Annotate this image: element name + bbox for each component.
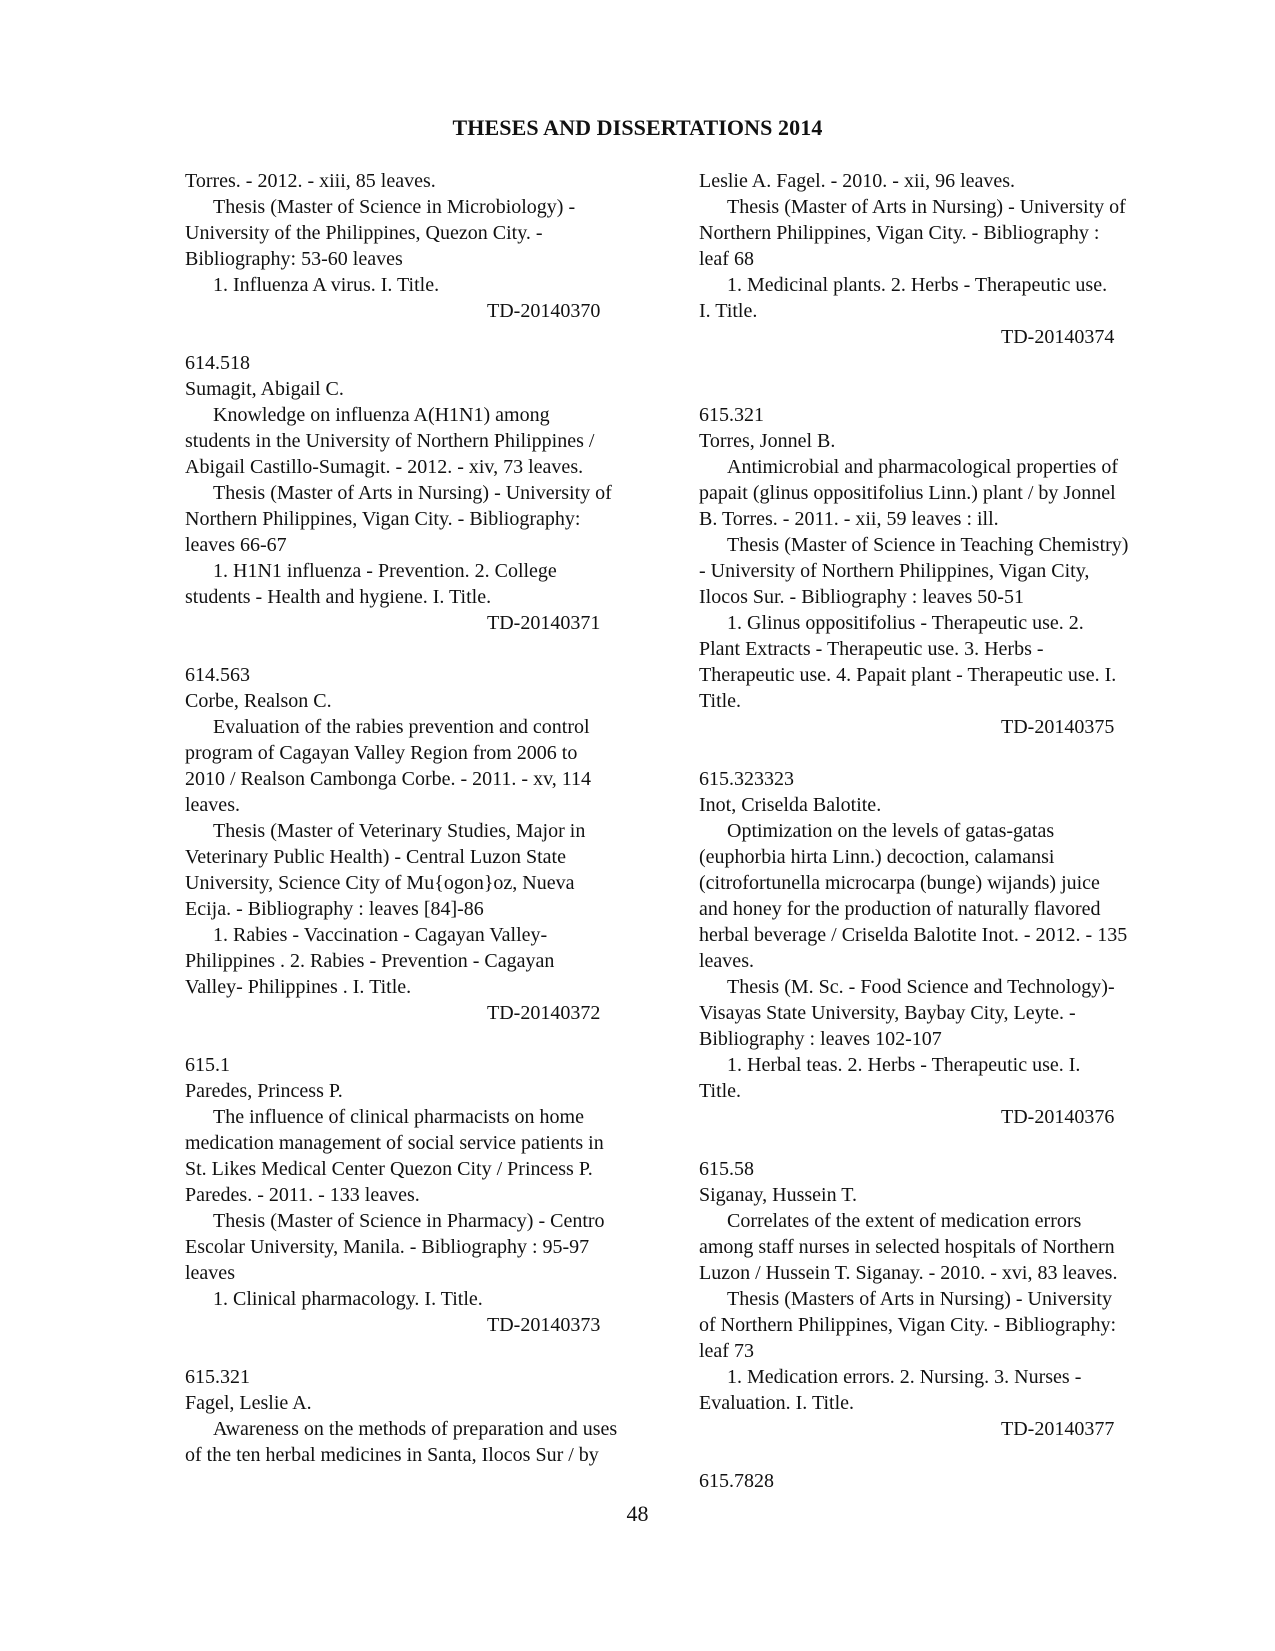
call-number: 615.58	[699, 1158, 754, 1180]
record-number: TD-20140375	[1001, 716, 1115, 738]
text-line: Thesis (Master of Veterinary Studies, Major in	[213, 820, 586, 842]
text-line: University of the Philippines, Quezon City. -	[185, 222, 543, 244]
text-line: program of Cagayan Valley Region from 2006 to	[185, 742, 578, 764]
text-line: Paredes. - 2011. - 133 leaves.	[185, 1184, 420, 1206]
text-line: Therapeutic use. 4. Papait plant - Therapeutic use. I.	[699, 664, 1117, 686]
text-line: leaves.	[185, 794, 240, 816]
record-number: TD-20140377	[1001, 1418, 1115, 1440]
text-line: leaf 73	[699, 1340, 754, 1362]
text-line: Valley- Philippines . I. Title.	[185, 976, 412, 998]
author-heading: Siganay, Hussein T.	[699, 1184, 857, 1206]
text-line: Awareness on the methods of preparation and uses	[213, 1418, 618, 1440]
text-line: Knowledge on influenza A(H1N1) among	[213, 404, 550, 426]
text-line: Abigail Castillo-Sumagit. - 2012. - xiv, 73 leaves.	[185, 456, 584, 478]
record-number: TD-20140374	[1001, 326, 1115, 348]
blank-line	[699, 350, 1189, 376]
text-line: Title.	[699, 1080, 742, 1102]
right-column	[699, 168, 1189, 1494]
text-line: leaves.	[699, 950, 754, 972]
text-line: 1. Medication errors. 2. Nursing. 3. Nurses -	[727, 1366, 1082, 1388]
text-line: St. Likes Medical Center Quezon City / Princess P.	[185, 1158, 593, 1180]
text-line: leaf 68	[699, 248, 754, 270]
text-line: Thesis (Master of Arts in Nursing) - University of	[213, 482, 612, 504]
blank-line	[185, 1026, 670, 1052]
text-line: 1. Glinus oppositifolius - Therapeutic use. 2.	[727, 612, 1084, 634]
text-line: The influence of clinical pharmacists on home	[213, 1106, 584, 1128]
text-line: among staff nurses in selected hospitals of Northern	[699, 1236, 1115, 1258]
text-line: 1. H1N1 influenza - Prevention. 2. College	[213, 560, 557, 582]
blank-line	[185, 324, 670, 350]
text-line: Antimicrobial and pharmacological properties of	[727, 456, 1118, 478]
text-line: (citrofortunella microcarpa (bunge) wijands) juice	[699, 872, 1100, 894]
left-column	[185, 168, 670, 1468]
call-number: 614.563	[185, 664, 250, 686]
text-line: Northern Philippines, Vigan City. - Bibliography:	[185, 508, 581, 530]
call-number: 614.518	[185, 352, 250, 374]
text-line: Visayas State University, Baybay City, Leyte. -	[699, 1002, 1076, 1024]
text-line: Ecija. - Bibliography : leaves [84]-86	[185, 898, 484, 920]
page-number: 48	[626, 1501, 649, 1526]
call-number: 615.321	[185, 1366, 250, 1388]
text-line: Thesis (Master of Science in Pharmacy) - Centro	[213, 1210, 605, 1232]
text-line: Title.	[699, 690, 742, 712]
blank-line	[699, 1442, 1189, 1468]
text-line: Evaluation. I. Title.	[699, 1392, 854, 1414]
text-line: Leslie A. Fagel. - 2010. - xii, 96 leaves.	[699, 170, 1016, 192]
text-line: 2010 / Realson Cambonga Corbe. - 2011. - xv, 114	[185, 768, 592, 790]
text-line: Thesis (Masters of Arts in Nursing) - University	[727, 1288, 1112, 1310]
text-line: Thesis (Master of Science in Teaching Chemistry)	[727, 534, 1129, 556]
text-line: 1. Herbal teas. 2. Herbs - Therapeutic use. I.	[727, 1054, 1081, 1076]
text-line: B. Torres. - 2011. - xii, 59 leaves : ill.	[699, 508, 999, 530]
text-line: 1. Rabies - Vaccination - Cagayan Valley-	[213, 924, 548, 946]
record-number: TD-20140373	[487, 1314, 601, 1336]
text-line: students - Health and hygiene. I. Title.	[185, 586, 492, 608]
text-line: of Northern Philippines, Vigan City. - Bibliography:	[699, 1314, 1117, 1336]
blank-line	[699, 376, 1189, 402]
text-line: Torres. - 2012. - xiii, 85 leaves.	[185, 170, 436, 192]
text-line: leaves	[185, 1262, 235, 1284]
blank-line	[185, 1338, 670, 1364]
text-line: students in the University of Northern Philippines /	[185, 430, 595, 452]
text-line: of the ten herbal medicines in Santa, Ilocos Sur / by	[185, 1444, 599, 1466]
text-line: Correlates of the extent of medication errors	[727, 1210, 1082, 1232]
text-line: Escolar University, Manila. - Bibliography : 95-97	[185, 1236, 590, 1258]
call-number: 615.7828	[699, 1470, 774, 1492]
text-line: medication management of social service patients in	[185, 1132, 604, 1154]
text-line: (euphorbia hirta Linn.) decoction, calamansi	[699, 846, 1055, 868]
record-number: TD-20140372	[487, 1002, 601, 1024]
blank-line	[699, 1130, 1189, 1156]
text-line: 1. Medicinal plants. 2. Herbs - Therapeutic use.	[727, 274, 1108, 296]
text-line: - University of Northern Philippines, Vigan City,	[699, 560, 1090, 582]
record-number: TD-20140371	[487, 612, 601, 634]
text-line: Bibliography: 53-60 leaves	[185, 248, 403, 270]
text-line: Veterinary Public Health) - Central Luzon State	[185, 846, 566, 868]
record-number: TD-20140370	[487, 300, 601, 322]
text-line: Bibliography : leaves 102-107	[699, 1028, 942, 1050]
call-number: 615.321	[699, 404, 764, 426]
author-heading: Sumagit, Abigail C.	[185, 378, 344, 400]
text-line: 1. Influenza A virus. I. Title.	[213, 274, 440, 296]
text-line: Philippines . 2. Rabies - Prevention - Cagayan	[185, 950, 555, 972]
blank-line	[185, 636, 670, 662]
author-heading: Torres, Jonnel B.	[699, 430, 836, 452]
text-line: Plant Extracts - Therapeutic use. 3. Herbs -	[699, 638, 1044, 660]
text-line: I. Title.	[699, 300, 758, 322]
text-line: Optimization on the levels of gatas-gatas	[727, 820, 1055, 842]
text-line: Thesis (M. Sc. - Food Science and Technology)-	[727, 976, 1115, 998]
call-number: 615.1	[185, 1054, 230, 1076]
text-line: Evaluation of the rabies prevention and control	[213, 716, 590, 738]
text-line: and honey for the production of naturally flavored	[699, 898, 1101, 920]
blank-line	[699, 740, 1189, 766]
call-number: 615.323323	[699, 768, 794, 790]
text-line: leaves 66-67	[185, 534, 287, 556]
record-number: TD-20140376	[1001, 1106, 1115, 1128]
text-line: herbal beverage / Criselda Balotite Inot. - 2012. - 135	[699, 924, 1128, 946]
text-line: University, Science City of Mu{ogon}oz, Nueva	[185, 872, 575, 894]
page-title: THESES AND DISSERTATIONS 2014	[452, 115, 823, 140]
text-line: Ilocos Sur. - Bibliography : leaves 50-51	[699, 586, 1024, 608]
author-heading: Paredes, Princess P.	[185, 1080, 343, 1102]
text-line: Thesis (Master of Arts in Nursing) - University of	[727, 196, 1126, 218]
author-heading: Fagel, Leslie A.	[185, 1392, 312, 1414]
text-line: papait (glinus oppositifolius Linn.) plant / by Jonnel	[699, 482, 1116, 504]
text-line: Thesis (Master of Science in Microbiology) -	[213, 196, 576, 218]
author-heading: Corbe, Realson C.	[185, 690, 332, 712]
text-line: 1. Clinical pharmacology. I. Title.	[213, 1288, 483, 1310]
author-heading: Inot, Criselda Balotite.	[699, 794, 882, 816]
text-line: Luzon / Hussein T. Siganay. - 2010. - xvi, 83 leaves.	[699, 1262, 1118, 1284]
text-line: Northern Philippines, Vigan City. - Bibliography :	[699, 222, 1100, 244]
